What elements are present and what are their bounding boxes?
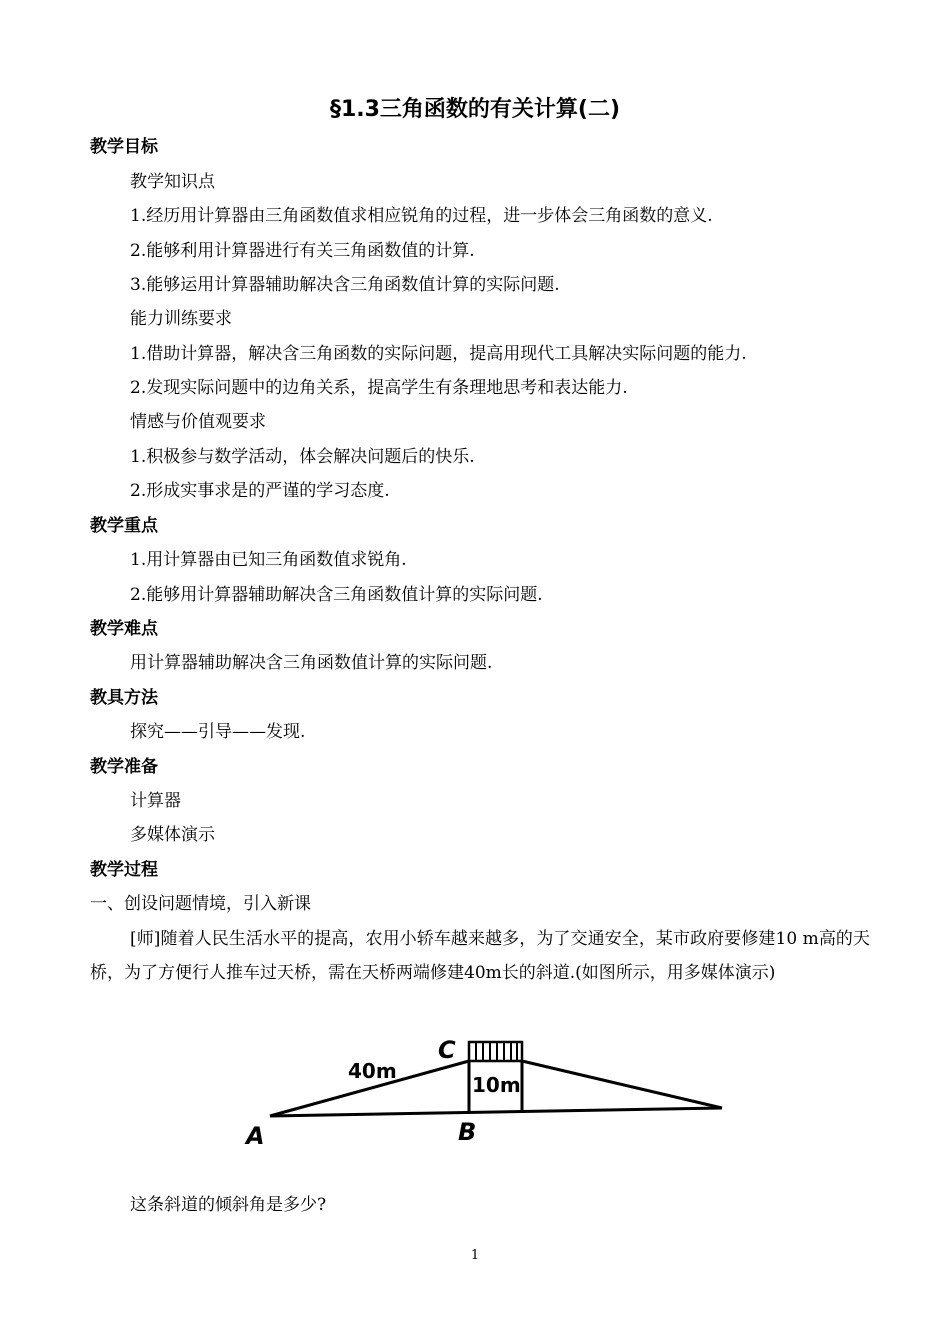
label-slope: 40m [348,1059,397,1083]
heading-method: 教具方法 [90,688,158,708]
knowledge-item: 1.经历用计算器由三角函数值求相应锐角的过程，进一步体会三角函数的意义. [130,206,713,226]
label-b: B [458,1118,477,1146]
page-number: 1 [470,1248,480,1263]
heading-key-points: 教学重点 [90,516,158,536]
emotion-item: 2.形成实事求是的严谨的学习态度. [130,481,390,501]
key-point-item: 2.能够用计算器辅助解决含三角函数值计算的实际问题. [130,585,543,605]
heading-process: 教学过程 [90,860,158,880]
subheading-knowledge: 教学知识点 [130,172,215,192]
key-point-item: 1.用计算器由已知三角函数值求锐角. [130,550,407,570]
heading-difficulty: 教学难点 [90,619,158,639]
intro-paragraph: [师]随着人民生活水平的提高，农用小轿车越来越多，为了交通安全，某市政府要修建10 m高的天桥，为了方便行人推车过天桥，需在天桥两端修建40m长的斜道.(如图所示，用多媒体演示) [90,929,870,983]
label-c: C [438,1036,456,1064]
method-text: 探究——引导——发现. [130,722,306,742]
subheading-emotion: 情感与价值观要求 [130,412,266,432]
difficulty-text: 用计算器辅助解决含三角函数值计算的实际问题. [130,653,493,673]
page-title: §1.3三角函数的有关计算(二) [329,97,621,122]
question-text: 这条斜道的倾斜角是多少? [130,1195,327,1215]
ability-item: 1.借助计算器，解决含三角函数的实际问题，提高用现代工具解决实际问题的能力. [130,344,747,364]
preparation-item: 多媒体演示 [130,825,215,845]
ground-line [270,1108,722,1116]
ability-item: 2.发现实际问题中的边角关系，提高学生有条理地思考和表达能力. [130,378,628,398]
preparation-item: 计算器 [130,791,181,811]
heading-preparation: 教学准备 [90,757,158,777]
emotion-item: 1.积极参与数学活动，体会解决问题后的快乐. [130,447,475,467]
label-height: 10m [472,1073,521,1097]
label-a: A [246,1122,265,1150]
bridge-railing [476,1043,517,1060]
ramp-right [522,1061,722,1108]
knowledge-item: 3.能够运用计算器辅助解决含三角函数值计算的实际问题. [130,275,560,295]
heading-objectives: 教学目标 [90,137,158,157]
section-heading: 一、创设问题情境，引入新课 [90,894,311,914]
knowledge-item: 2.能够利用计算器进行有关三角函数值的计算. [130,241,475,261]
bridge-ramp-diagram [240,1030,740,1155]
subheading-ability: 能力训练要求 [130,309,232,329]
